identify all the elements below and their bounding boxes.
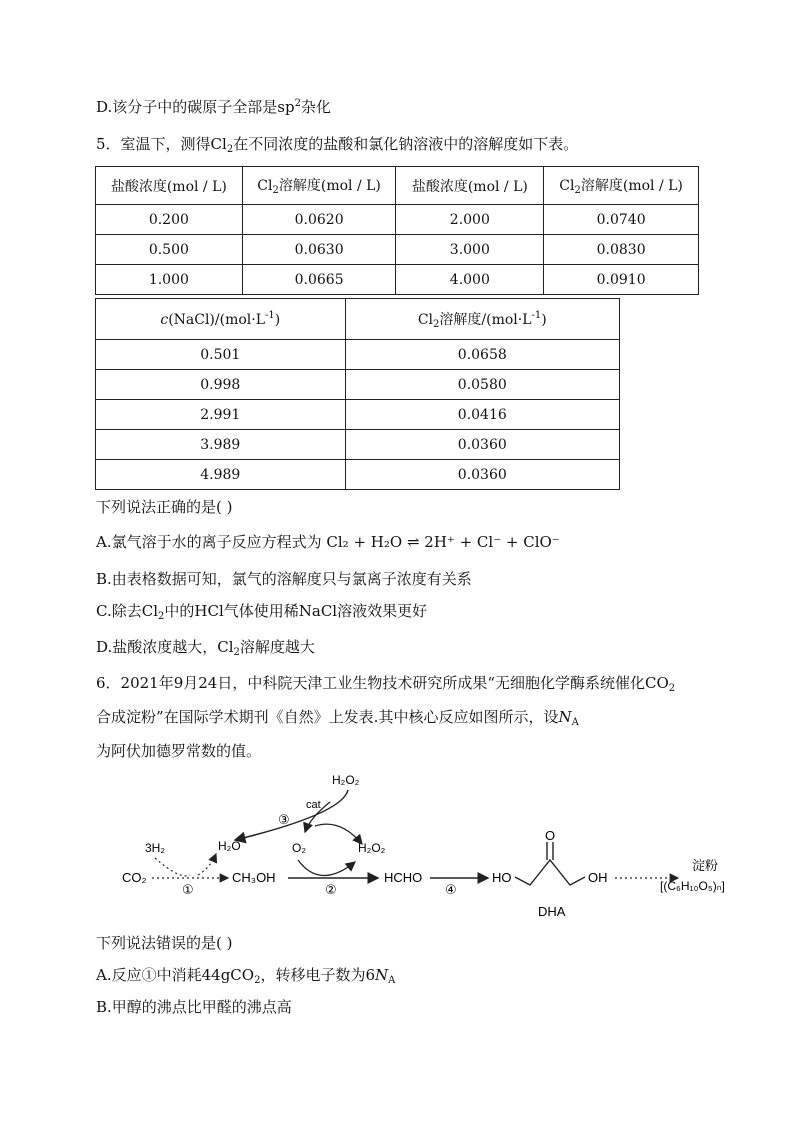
step-1-label: ① [182, 882, 194, 897]
table-cell: 0.0740 [544, 205, 699, 235]
q6-option-a[interactable]: A.反应①中消耗44gCO$_2$，转移电子数为$6N_A$ [96, 966, 396, 986]
ch3oh-label: CH₃OH [232, 870, 276, 885]
table-row [96, 205, 699, 235]
table-cell: 0.998 [96, 370, 346, 400]
col-header: $Cl_2$溶解度(mol / L) [544, 167, 699, 205]
table-row [96, 340, 620, 370]
arrow-loop-bottom [298, 860, 355, 876]
table-row [96, 430, 620, 460]
table-cell: 2.991 [96, 400, 346, 430]
q6-stem-line1: 6．2021年9月24日，中科院天津工业生物技术研究所成果“无细胞化学酶系统催化$CO_2$ [96, 674, 676, 694]
step-3-label: ③ [278, 812, 290, 827]
table-cell: 0.0416 [345, 400, 619, 430]
step-4-label: ④ [445, 882, 457, 897]
to-h2o-dotted-arc [198, 854, 216, 875]
table-cell: 0.0665 [242, 265, 396, 295]
table-cell: 0.500 [96, 235, 243, 265]
table-cell: 0.0620 [242, 205, 396, 235]
dha-skeleton [515, 860, 585, 885]
table-cell: 0.0658 [345, 340, 619, 370]
q6-stem-line2: 合成淀粉”在国际学术期刊《自然》上发表.其中核心反应如图所示，设$N_A$ [96, 708, 579, 728]
step-2-label: ② [325, 882, 337, 897]
h2-label: 3H₂ [145, 841, 165, 855]
table-cell: 0.0630 [242, 235, 396, 265]
col-header: 盐酸浓度(mol / L) [96, 167, 243, 205]
table-cell: 0.0910 [544, 265, 699, 295]
chlorine-water-equation: Cl₂ + H₂O ⇌ 2H⁺ + Cl⁻ + ClO⁻ [326, 533, 560, 551]
col-header: 盐酸浓度(mol / L) [396, 167, 544, 205]
h2-dotted-arc [155, 858, 190, 876]
h2o-label: H₂O [218, 839, 241, 853]
starch-label: 淀粉 [692, 858, 719, 873]
table-row [96, 400, 620, 430]
col-header: $Cl_2$溶解度$/(mol\cdot L^{-1})$ [345, 299, 619, 340]
col-header: $Cl_2$溶解度(mol / L) [242, 167, 396, 205]
table-row [96, 370, 620, 400]
table-cell: 0.200 [96, 205, 243, 235]
table-row [96, 460, 620, 490]
dha-label: DHA [538, 904, 566, 919]
o2-label: O₂ [292, 841, 306, 855]
table-cell: 3.989 [96, 430, 346, 460]
col-header: $c(NaCl)/(mol\cdot L^{-1})$ [96, 299, 346, 340]
starch-formula: [(C₆H₁₀O₅)ₙ] [660, 879, 725, 893]
hcl-solubility-table [95, 166, 699, 295]
table-cell: 0.0580 [345, 370, 619, 400]
table-cell: 0.0830 [544, 235, 699, 265]
q5-option-c[interactable]: C.除去$Cl_2$中的HCl气体使用稀NaCl溶液效果更好 [96, 602, 428, 622]
q5-option-b[interactable]: B.由表格数据可知，氯气的溶解度只与氯离子浓度有关系 [96, 570, 472, 588]
q5-question: 下列说法正确的是( ) [96, 498, 233, 516]
carbonyl-o-label: O [545, 828, 556, 843]
table-cell: 4.989 [96, 460, 346, 490]
table-cell: 0.0360 [345, 460, 619, 490]
table-cell: 0.0360 [345, 430, 619, 460]
table-cell: 4.000 [396, 265, 544, 295]
ho-label: HO [492, 870, 512, 885]
oh-label: OH [588, 870, 608, 885]
arrow-loop-top [315, 824, 362, 844]
table-cell: 3.000 [396, 235, 544, 265]
h2o2-top-label: H₂O₂ [332, 773, 360, 787]
table-header-row [96, 299, 620, 340]
table-row [96, 265, 699, 295]
table-row [96, 235, 699, 265]
table-cell: 1.000 [96, 265, 243, 295]
table-header-row [96, 167, 699, 205]
cat-label: cat [306, 799, 321, 811]
arrow-h2o2-to-h2o [235, 790, 348, 840]
table-cell: 0.501 [96, 340, 346, 370]
q6-question: 下列说法错误的是( ) [96, 934, 233, 952]
reaction-diagram [110, 770, 770, 920]
hcho-label: HCHO [384, 870, 423, 885]
nacl-solubility-table [95, 298, 620, 490]
co2-label: CO₂ [122, 870, 147, 885]
q4-option-d: D.该分子中的碳原子全部是$sp^2$杂化 [96, 98, 331, 116]
q5-stem: 5．室温下，测得$Cl_2$在不同浓度的盐酸和氯化钠溶液中的溶解度如下表。 [96, 135, 579, 155]
q6-option-b[interactable]: B.甲醇的沸点比甲醛的沸点高 [96, 998, 292, 1016]
q6-stem-line3: 为阿伏加德罗常数的值。 [96, 742, 262, 760]
q5-option-a[interactable]: A.氯气溶于水的离子反应方程式为 Cl₂ + H₂O ⇌ 2H⁺ + Cl⁻ + ClO⁻ [96, 533, 560, 551]
table-cell: 2.000 [396, 205, 544, 235]
h2o2-right-label: H₂O₂ [358, 841, 386, 855]
q5-option-d[interactable]: D.盐酸浓度越大，$Cl_2$溶解度越大 [96, 638, 315, 658]
